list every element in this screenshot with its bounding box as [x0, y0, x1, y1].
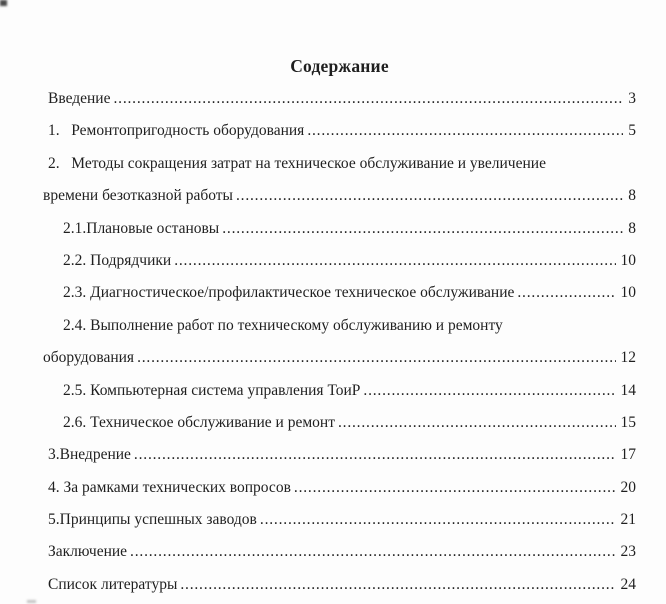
toc-entry-text: времени безотказной работы: [43, 187, 233, 205]
toc-page-number: 8: [628, 219, 636, 237]
scan-artifact-bottom: [27, 600, 36, 603]
toc-page-number: 17: [620, 446, 636, 464]
dot-leader: [219, 213, 623, 245]
toc-list: [43, 83, 636, 601]
toc-entry-text: 2.6. Техническое обслуживание и ремонт: [63, 413, 335, 431]
toc-entry: [43, 504, 636, 536]
toc-entry-text: 5.Принципы успешных заводов: [48, 511, 257, 529]
toc-entry: [43, 407, 636, 439]
dot-leader: [360, 375, 615, 407]
toc-page-number: 20: [620, 478, 636, 496]
toc-entry-text: 2.4. Выполнение работ по техническому обслуживанию и ремонту: [63, 316, 503, 334]
dot-leader: [110, 83, 623, 115]
toc-page-number: 5: [628, 122, 636, 140]
toc-page-number: 24: [620, 575, 636, 593]
dot-leader: [335, 407, 616, 439]
dot-leader: [171, 245, 615, 277]
dot-leader: [257, 504, 616, 536]
dot-leader: [134, 342, 615, 374]
toc-entry-text: 3.Внедрение: [48, 446, 131, 464]
toc-entry: [43, 439, 636, 471]
toc-entry-text: 2.5. Компьютерная система управления ТоиР: [63, 381, 361, 399]
toc-entry: [43, 569, 636, 601]
toc-entry: [43, 180, 636, 212]
toc-entry: [43, 277, 636, 309]
toc-entry: [43, 245, 636, 277]
toc-entry: [43, 115, 636, 147]
toc-entry: [43, 472, 636, 504]
toc-page-number: 8: [628, 187, 636, 205]
toc-entry-text: 2.3. Диагностическое/профилактическое техническое обслуживание: [63, 284, 515, 302]
toc-page-number: 14: [620, 381, 636, 399]
scan-artifact-corner: [0, 0, 7, 6]
toc-entry-text: оборудования: [43, 349, 135, 367]
toc-entry-text: 2. Методы сокращения затрат на техническое обслуживание и увеличение: [48, 154, 546, 172]
dot-leader: [127, 536, 615, 568]
toc-entry-text: Заключение: [48, 543, 128, 561]
toc-entry: [43, 148, 636, 180]
dot-leader: [291, 472, 616, 504]
dot-leader: [177, 569, 615, 601]
toc-entry: [43, 310, 636, 342]
toc-entry: [43, 83, 636, 115]
toc-entry-text: Список литературы: [48, 575, 178, 593]
dot-leader: [131, 439, 616, 471]
toc-entry: [43, 213, 636, 245]
dot-leader: [514, 277, 615, 309]
toc-entry-text: 2.2. Подрядчики: [63, 251, 172, 269]
toc-entry: [43, 342, 636, 374]
toc-entry-text: 4. За рамками технических вопросов: [48, 478, 291, 496]
toc-page-number: 15: [620, 413, 636, 431]
toc-entry-text: Введение: [48, 90, 111, 107]
toc-entry: [43, 375, 636, 407]
toc-title: Содержание: [290, 56, 389, 76]
toc-page-number: 23: [620, 543, 636, 561]
toc-entry-text: 1. Ремонтопригодность оборудования: [48, 122, 305, 140]
toc-page-number: 10: [620, 284, 636, 302]
toc-entry: [43, 536, 636, 568]
toc-page-number: 21: [620, 511, 636, 529]
dot-leader: [304, 115, 623, 147]
toc-page-number: 12: [620, 349, 636, 367]
toc-page-number: 10: [620, 251, 636, 269]
dot-leader: [233, 180, 623, 212]
toc-page-number: 3: [628, 90, 636, 107]
toc-entry-text: 2.1.Плановые остановы: [63, 219, 220, 237]
